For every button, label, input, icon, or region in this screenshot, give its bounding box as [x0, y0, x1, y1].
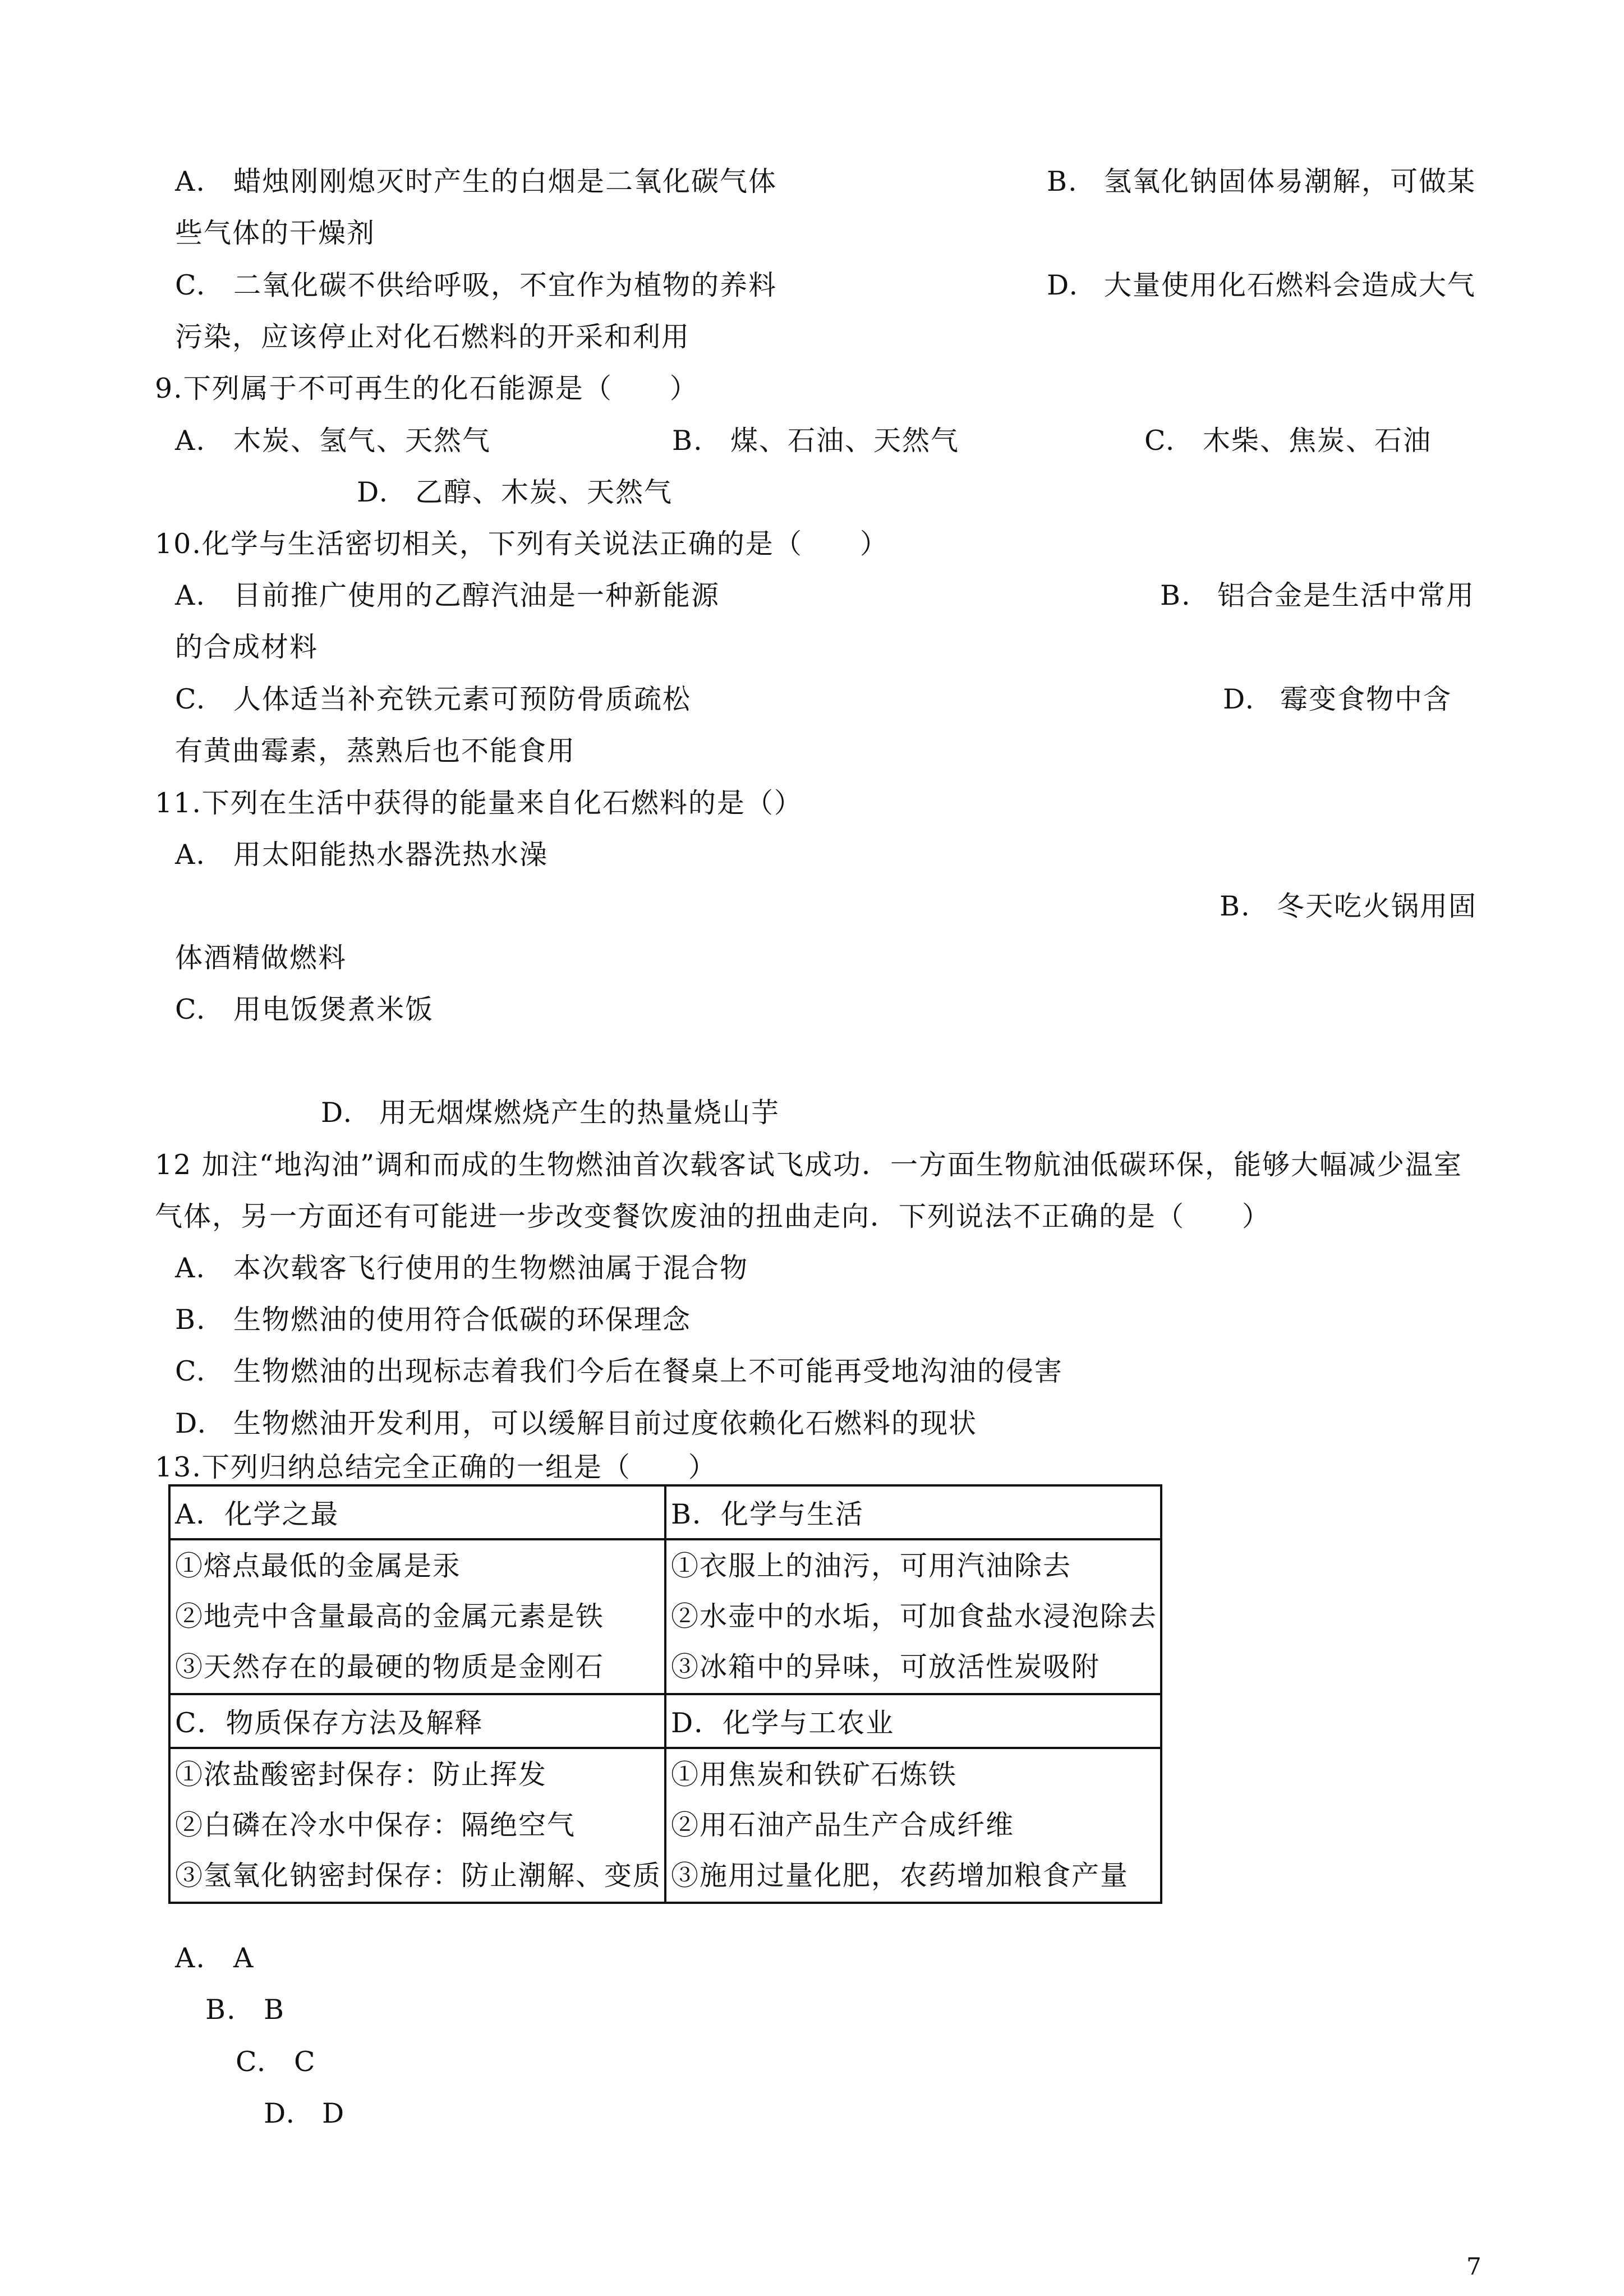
- option-text: 木炭、氢气、天然气: [233, 425, 491, 457]
- table-cell-d-items: [665, 1748, 1161, 1903]
- option-label: A.: [175, 839, 206, 871]
- table-item: ③氢氧化钠密封保存：防止潮解、变质: [175, 1860, 662, 1892]
- table-item: ③天然存在的最硬的物质是金刚石: [175, 1651, 605, 1683]
- option-label: A.: [175, 579, 206, 611]
- option-text: 煤、石油、天然气: [730, 425, 960, 457]
- option-label: C.: [1144, 425, 1176, 457]
- option-text: 生物燃油的使用符合低碳的环保理念: [233, 1304, 692, 1336]
- option-text: 二氧化碳不供给呼吸，不宜作为植物的养料: [233, 269, 778, 301]
- q13-option-a: [175, 1941, 254, 1975]
- q12-option-b: [175, 1303, 691, 1337]
- option-label: B.: [672, 425, 703, 457]
- option-text: 目前推广使用的乙醇汽油是一种新能源: [233, 579, 720, 611]
- q12-stem-line2: 气体，另一方面还有可能进一步改变餐饮废油的扭曲走向．下列说法不正确的是（ ）: [155, 1200, 1271, 1232]
- q11-option-c: [175, 993, 434, 1027]
- table-item: ②用石油产品生产合成纤维: [671, 1809, 1015, 1841]
- table-cell-b-header: B．化学与生活: [665, 1485, 1161, 1539]
- q11-option-d: [321, 1096, 780, 1130]
- q12-option-a: [175, 1251, 748, 1285]
- q13-summary-table: [168, 1484, 1162, 1904]
- table-cell-a-header: A．化学之最: [169, 1485, 665, 1539]
- option-text: 大量使用化石燃料会造成大气: [1104, 269, 1476, 301]
- table-item: ①衣服上的油污，可用汽油除去: [671, 1550, 1072, 1582]
- q13-stem: 13.下列归纳总结完全正确的一组是（ ）: [155, 1451, 717, 1483]
- table-item: ①用焦炭和铁矿石炼铁: [671, 1759, 958, 1791]
- option-text: 用电饭煲煮米饭: [233, 993, 434, 1025]
- q11-option-b: [1220, 890, 1477, 923]
- option-label: C.: [175, 993, 206, 1025]
- option-label: C.: [175, 269, 206, 301]
- q10-option-d-continued: 有黄曲霉素，蒸熟后也不能食用: [175, 735, 576, 767]
- q8-option-d-continued: 污染，应该停止对化石燃料的开采和利用: [175, 321, 691, 353]
- option-label: A.: [175, 425, 206, 457]
- option-label: D.: [175, 1407, 208, 1439]
- option-text: 乙醇、木炭、天然气: [415, 476, 673, 508]
- option-label: B.: [205, 1994, 237, 2026]
- table-item: ②水壶中的水垢，可加食盐水浸泡除去: [671, 1600, 1158, 1632]
- page-number: 7: [1466, 2253, 1482, 2280]
- q12-stem-line1: 12 加注“地沟油”调和而成的生物燃油首次载客试飞成功．一方面生物航油低碳环保，能够大幅减少温室: [155, 1149, 1463, 1181]
- q8-option-a: [175, 165, 777, 199]
- option-text: 用太阳能热水器洗热水澡: [233, 839, 549, 871]
- option-label: B.: [175, 1304, 206, 1336]
- option-label: B.: [1160, 579, 1191, 611]
- q11-option-b-continued: 体酒精做燃料: [175, 942, 347, 974]
- option-label: D.: [264, 2097, 296, 2129]
- q12-option-d: [175, 1407, 977, 1441]
- table-item: ③冰箱中的异味，可放活性炭吸附: [671, 1651, 1101, 1683]
- q9-option-a: [175, 424, 491, 458]
- q10-option-a: [175, 579, 720, 613]
- option-text: D: [322, 2097, 346, 2129]
- option-label: D.: [321, 1097, 353, 1129]
- option-text: 铝合金是生活中常用: [1217, 579, 1475, 611]
- option-text: 冬天吃火锅用固: [1277, 890, 1478, 922]
- option-text: 人体适当补充铁元素可预防骨质疏松: [233, 683, 692, 715]
- option-label: D.: [1223, 683, 1255, 715]
- q9-option-b: [672, 424, 959, 458]
- table-item: ①浓盐酸密封保存：防止挥发: [175, 1759, 548, 1791]
- q10-option-b-continued: 的合成材料: [175, 631, 319, 663]
- table-cell-c-items: [169, 1748, 665, 1903]
- q10-option-c: [175, 683, 691, 716]
- q11-option-a: [175, 838, 548, 872]
- table-item: ②地壳中含量最高的金属元素是铁: [175, 1600, 605, 1632]
- q10-option-b: [1160, 579, 1475, 613]
- q12-option-c: [175, 1355, 1063, 1388]
- q8-option-c: [175, 269, 777, 302]
- q13-option-c: [236, 2045, 316, 2079]
- option-label: B.: [1047, 165, 1078, 197]
- option-text: C: [294, 2046, 316, 2078]
- option-label: D.: [357, 476, 389, 508]
- q11-stem: 11.下列在生活中获得的能量来自化石燃料的是（）: [155, 787, 803, 819]
- q9-option-d: [357, 476, 673, 509]
- table-cell-b-items: [665, 1539, 1161, 1694]
- table-item: ③施用过量化肥，农药增加粮食产量: [671, 1860, 1129, 1892]
- option-label: A.: [175, 165, 206, 197]
- option-label: C.: [175, 1355, 206, 1387]
- option-text: 生物燃油开发利用，可以缓解目前过度依赖化石燃料的现状: [233, 1407, 978, 1439]
- option-text: 本次载客飞行使用的生物燃油属于混合物: [233, 1252, 749, 1284]
- table-cell-a-items: [169, 1539, 665, 1694]
- table-cell-c-header: C．物质保存方法及解释: [169, 1694, 665, 1748]
- option-label: C.: [175, 683, 206, 715]
- option-text: A: [233, 1942, 255, 1974]
- option-label: A.: [175, 1252, 206, 1284]
- option-text: 霉变食物中含: [1280, 683, 1452, 715]
- q13-option-b: [205, 1993, 285, 2027]
- option-label: B.: [1220, 890, 1251, 922]
- option-text: 生物燃油的出现标志着我们今后在餐桌上不可能再受地沟油的侵害: [233, 1355, 1064, 1387]
- option-text: B: [264, 1994, 286, 2026]
- q10-option-d: [1223, 683, 1452, 716]
- option-label: C.: [236, 2046, 267, 2078]
- q8-option-b: [1047, 165, 1476, 199]
- option-text: 氢氧化钠固体易潮解，可做某: [1104, 165, 1476, 197]
- option-text: 蜡烛刚刚熄灭时产生的白烟是二氧化碳气体: [233, 165, 778, 197]
- option-text: 木柴、焦炭、石油: [1203, 425, 1432, 457]
- q9-option-c: [1144, 424, 1432, 458]
- table-item: ②白磷在冷水中保存：隔绝空气: [175, 1809, 576, 1841]
- option-text: 用无烟煤燃烧产生的热量烧山芋: [379, 1097, 780, 1129]
- table-item: ①熔点最低的金属是汞: [175, 1550, 462, 1582]
- option-label: D.: [1047, 269, 1079, 301]
- table-cell-d-header: D．化学与工农业: [665, 1694, 1161, 1748]
- q13-option-d: [264, 2097, 345, 2131]
- q8-option-b-continued: 些气体的干燥剂: [175, 217, 376, 249]
- q8-option-d: [1047, 269, 1476, 302]
- option-label: A.: [175, 1942, 206, 1974]
- q9-stem: 9.下列属于不可再生的化石能源是（ ）: [155, 372, 698, 404]
- q10-stem: 10.化学与生活密切相关，下列有关说法正确的是（ ）: [155, 528, 889, 560]
